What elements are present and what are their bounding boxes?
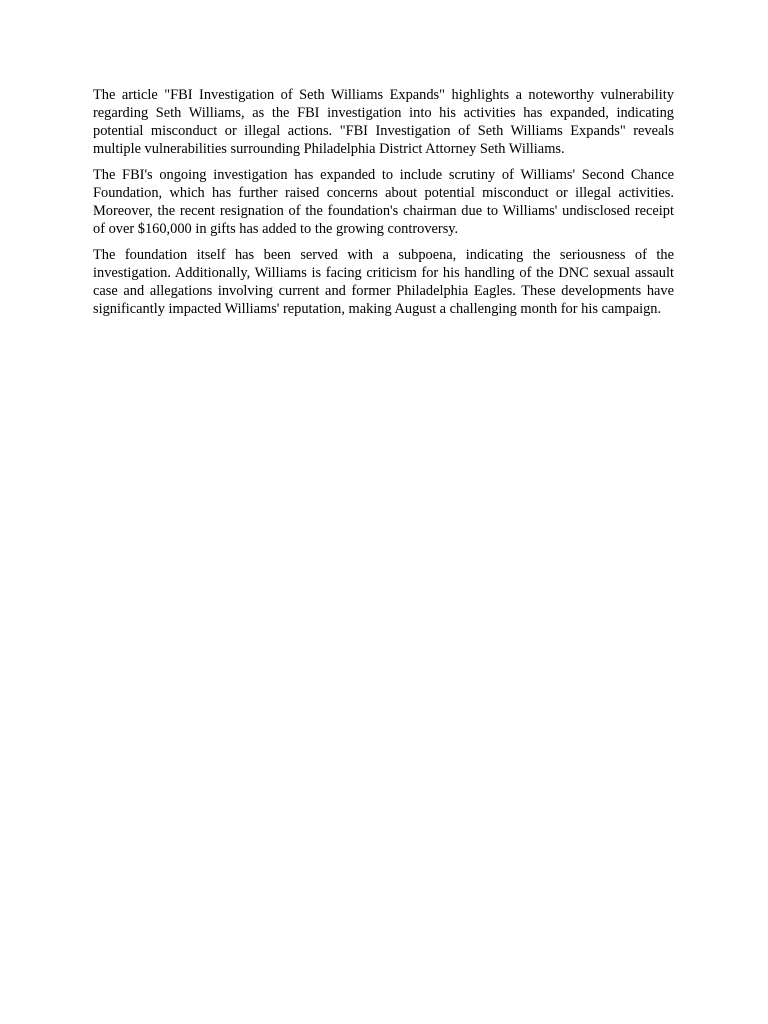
paragraph-1: The article "FBI Investigation of Seth Williams Expands" highlights a noteworthy vulnerability regarding Seth Williams, as the FBI investigation into his activities has expanded, indicating potential misconduct or illegal actions. "FBI Investigation of Seth Williams Expands" reveals multiple vulnerabilities surrounding Philadelphia District Attorney Seth Williams. [93, 87, 674, 157]
document-body [93, 86, 674, 326]
paragraph-3: The foundation itself has been served with a subpoena, indicating the seriousness of the investigation. Additionally, Williams is facing criticism for his handling of the DNC sexual assault case and allegations involving current and former Philadelphia Eagles. These developments have significantly impacted Williams' reputation, making August a challenging month for his campaign. [93, 247, 674, 317]
paragraph-2: The FBI's ongoing investigation has expanded to include scrutiny of Williams' Second Chance Foundation, which has further raised concerns about potential misconduct or illegal activities. Moreover, the recent resignation of the foundation's chairman due to Williams' undisclosed receipt of over $160,000 in gifts has added to the growing controversy. [93, 167, 674, 237]
